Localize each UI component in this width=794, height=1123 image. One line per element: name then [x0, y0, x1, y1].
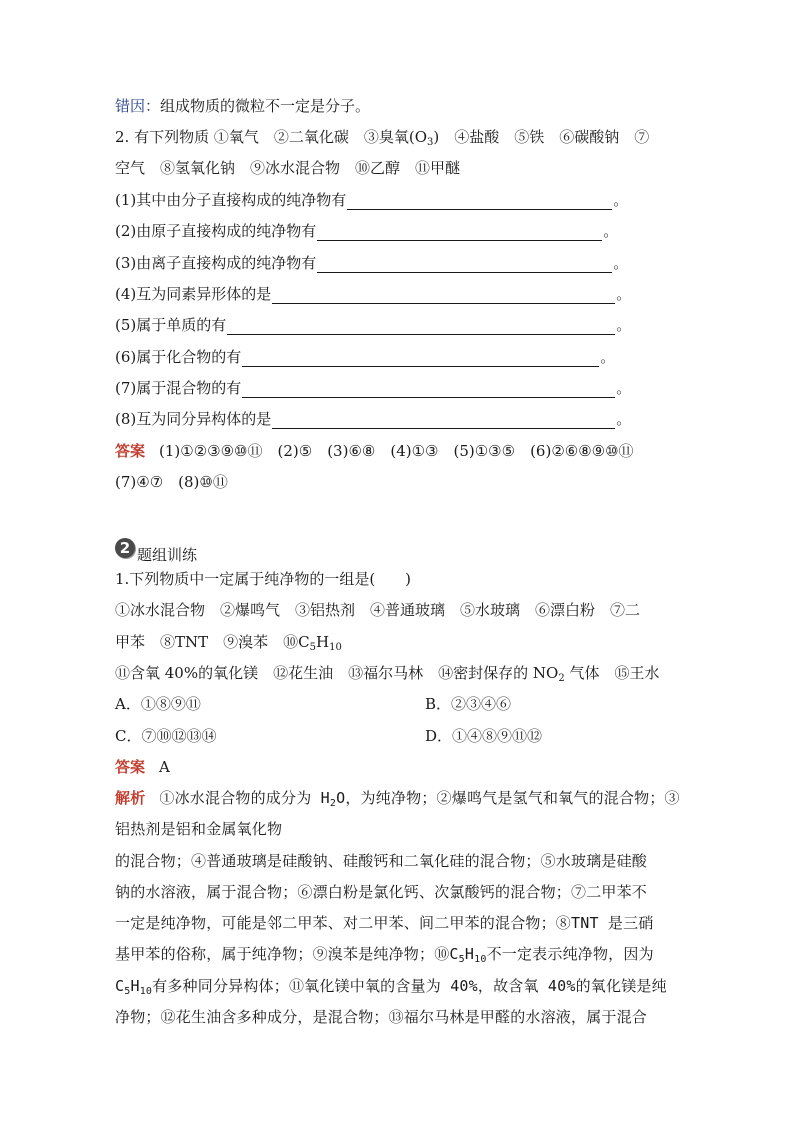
analysis-line6: [115, 944, 654, 964]
item-end: 。: [616, 285, 632, 303]
analysis-text: O，为纯净物；②爆鸣气是氢气和氧气的混合物；③: [336, 789, 680, 807]
answer-text: (1)①②③⑨⑩⑪ (2)⑤ (3)⑥⑧ (4)①③ (5)①③⑤ (6)②⑥⑧⑨⑩⑪: [159, 442, 634, 460]
subscript: 10: [139, 986, 153, 997]
subscript: 5: [124, 986, 131, 997]
subscript: 10: [474, 954, 487, 965]
analysis-line1: [115, 788, 680, 808]
item-end: 。: [616, 410, 632, 428]
item-end: 。: [616, 379, 632, 397]
q1-options-line2: [115, 632, 342, 652]
section-number-badge: 2: [115, 538, 135, 558]
analysis-line2: 铝热剂是铝和金属氧化物: [115, 820, 283, 838]
answer-blank[interactable]: [272, 289, 615, 304]
options-text: 甲苯 ⑧TNT ⑨溴苯 ⑩C: [115, 633, 310, 651]
answer-blank[interactable]: [317, 258, 612, 273]
answer-blank[interactable]: [242, 383, 615, 398]
answer-blank[interactable]: [227, 320, 615, 335]
analysis-label: 解析: [115, 789, 146, 807]
analysis-line4: 钠的水溶液，属于混合物；⑥漂白粉是氯化钙、次氯酸钙的混合物；⑦二甲苯不: [115, 883, 648, 901]
q2-item-7: [115, 378, 631, 398]
answer-blank[interactable]: [317, 226, 602, 241]
answer-blank[interactable]: [347, 195, 612, 210]
analysis-text: 不一定表示纯净物，因为: [486, 945, 654, 963]
subscript: 5: [309, 642, 316, 653]
q2-item-2: [115, 221, 618, 241]
subscript: 10: [329, 642, 342, 653]
item-end: 。: [616, 316, 632, 334]
analysis-text: 基甲苯的俗称，属于纯净物；⑨溴苯是纯净物；⑩C: [115, 945, 459, 963]
item-end: 。: [613, 191, 629, 209]
choice-b[interactable]: B．②③④⑥: [425, 695, 512, 713]
error-cause-line: [115, 96, 370, 116]
options-text: ⑪含氧 40%的氧化镁 ⑫花生油 ⑬福尔马林 ⑭密封保存的 NO: [115, 664, 559, 682]
analysis-line7: [115, 976, 667, 996]
q2-item-8: [115, 409, 631, 429]
answer-label: 答案: [115, 442, 146, 460]
q2-item-3: [115, 253, 628, 273]
analysis-line3: 的混合物；④普通玻璃是硅酸钠、硅酸钙和二氧化硅的混合物；⑤水玻璃是硅酸: [115, 852, 648, 870]
item-label: (5)属于单质的有: [115, 316, 227, 334]
item-label: (8)互为同分异构体的是: [115, 410, 272, 428]
subscript: 5: [458, 954, 465, 965]
q2-stem-text: 2. 有下列物质 ①氧气 ②二氧化碳 ③臭氧(O: [115, 128, 427, 146]
analysis-line5: 一定是纯净物，可能是邻二甲苯、对二甲苯、间二甲苯的混合物；⑧TNT 是三硝: [115, 914, 654, 932]
analysis-text: ①冰水混合物的成分为 H: [159, 789, 330, 807]
choice-d[interactable]: D．①④⑧⑨⑪⑫: [425, 727, 543, 745]
item-end: 。: [613, 254, 629, 272]
answer-blank[interactable]: [272, 414, 615, 429]
answer-text: A: [159, 758, 170, 776]
item-label: (6)属于化合物的有: [115, 348, 242, 366]
item-label: (4)互为同素异形体的是: [115, 285, 272, 303]
choice-c[interactable]: C．⑦⑩⑫⑬⑭: [115, 727, 217, 745]
q1-stem: 1.下列物质中一定属于纯净物的一组是( ): [115, 570, 412, 588]
subscript: 2: [558, 673, 565, 684]
q2-item-5: [115, 315, 631, 335]
section-header: [115, 530, 197, 565]
subscript: 2: [329, 798, 337, 809]
q2-answer-line2: (7)④⑦ (8)⑩⑪: [115, 473, 228, 491]
q2-stem-line1: [115, 127, 649, 147]
item-end: 。: [600, 348, 616, 366]
choice-a[interactable]: A．①⑧⑨⑪: [115, 695, 201, 713]
q2-item-6: [115, 347, 615, 367]
q2-stem-text-end: ) ④盐酸 ⑤铁 ⑥碳酸钠 ⑦: [433, 128, 650, 146]
q1-answer: [115, 757, 170, 777]
q1-options-line1: ①冰水混合物 ②爆鸣气 ③铝热剂 ④普通玻璃 ⑤水玻璃 ⑥漂白粉 ⑦二: [115, 601, 641, 619]
item-label: (2)由原子直接构成的纯净物有: [115, 222, 317, 240]
q1-options-line3: [115, 663, 659, 683]
answer-label: 答案: [115, 758, 146, 776]
analysis-text: C: [115, 977, 125, 995]
q2-item-4: [115, 284, 631, 304]
item-end: 。: [603, 222, 619, 240]
error-cause-label: 错因：: [115, 97, 161, 115]
options-text: H: [316, 633, 330, 651]
options-text: 气体 ⑮王水: [564, 664, 660, 682]
item-label: (1)其中由分子直接构成的纯净物有: [115, 191, 347, 209]
item-label: (7)属于混合物的有: [115, 379, 242, 397]
analysis-text: H: [130, 977, 140, 995]
analysis-line8: 净物；⑫花生油含多种成分，是混合物；⑬福尔马林是甲醛的水溶液，属于混合: [115, 1008, 648, 1026]
q2-answer-line1: [115, 441, 634, 461]
q2-stem-line2: 空气 ⑧氢氧化钠 ⑨冰水混合物 ⑩乙醇 ⑪甲醚: [115, 159, 461, 177]
error-cause-text: 组成物质的微粒不一定是分子。: [160, 97, 371, 115]
analysis-text: H: [464, 945, 475, 963]
q2-item-1: [115, 190, 628, 210]
subscript: 3: [427, 137, 434, 148]
analysis-text: 有多种同分异构体；⑪氧化镁中氧的含量为 40%，故含氧 40%的氧化镁是纯: [152, 977, 667, 995]
answer-blank[interactable]: [242, 352, 599, 367]
item-label: (3)由离子直接构成的纯净物有: [115, 254, 317, 272]
section-title: 题组训练: [137, 546, 198, 564]
